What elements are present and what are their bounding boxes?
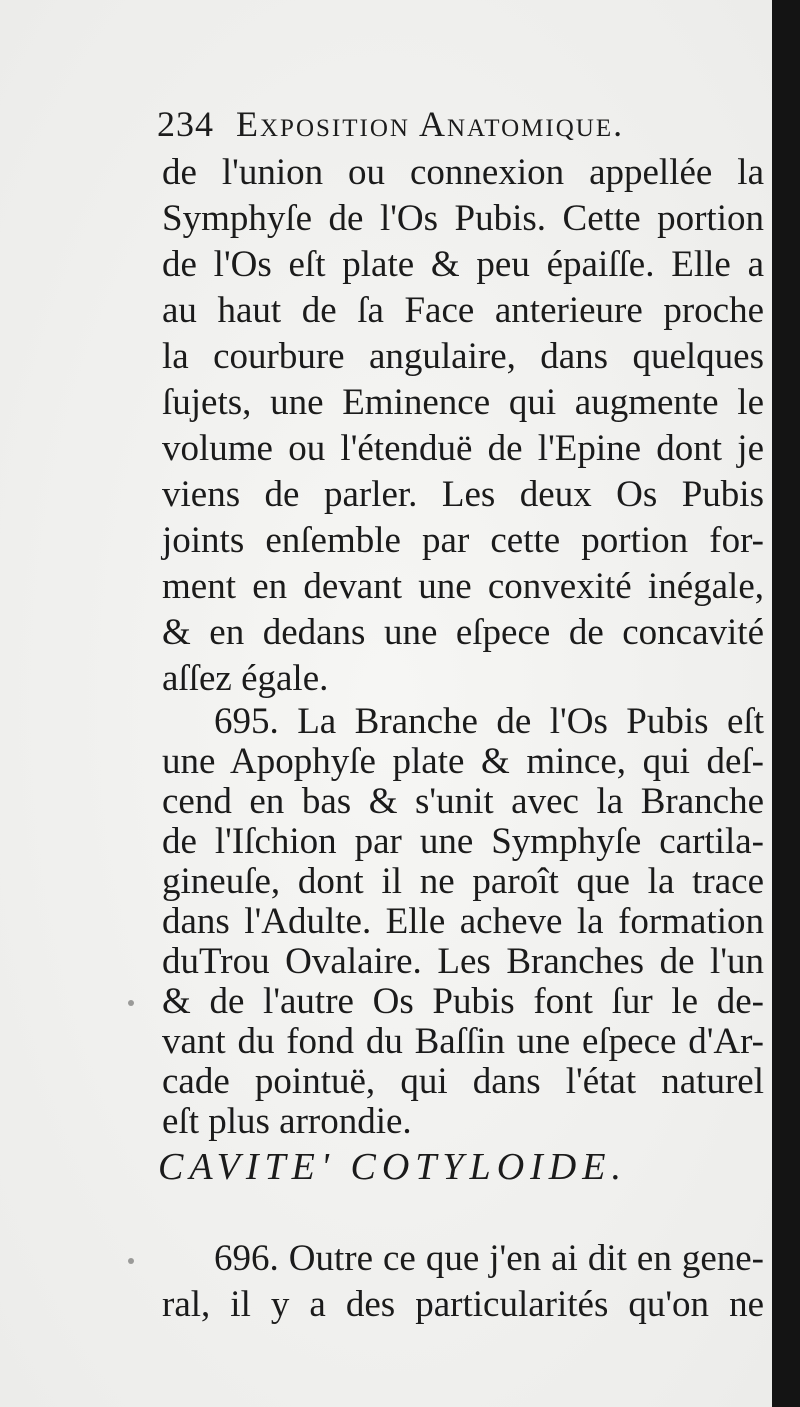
text-line: 695. La Branche de l'Os Pubis eſt [214, 701, 764, 742]
margin-speck [128, 1000, 134, 1006]
text-line: Symphyſe de l'Os Pubis. Cette portion [162, 198, 764, 239]
text-line: aſſez égale. [162, 658, 329, 699]
text-line: joints enſemble par cette portion for- [162, 520, 764, 561]
text-line: de l'Iſchion par une Symphyſe cartila- [162, 821, 764, 862]
text-line: 696. Outre ce que j'en ai dit en gene- [214, 1238, 764, 1279]
text-line: dans l'Adulte. Elle acheve la formation [162, 901, 764, 942]
section-heading: CAVITE' COTYLOIDE. [158, 1146, 627, 1188]
text-line: & en dedans une eſpece de concavité [162, 612, 764, 653]
text-line: eſt plus arrondie. [162, 1101, 412, 1142]
text-line: de l'union ou connexion appellée la [162, 152, 764, 193]
text-line: une Apophyſe plate & mince, qui deſ- [162, 741, 764, 782]
text-line: cend en bas & s'unit avec la Branche [162, 781, 764, 822]
text-line: cade pointuë, qui dans l'état naturel [162, 1061, 764, 1102]
text-line: vant du fond du Baſſin une eſpece d'Ar- [162, 1021, 764, 1062]
page-number: 234 [157, 104, 214, 144]
text-line: & de l'autre Os Pubis font ſur le de- [162, 981, 764, 1022]
text-line: ment en devant une convexité inégale, [162, 566, 764, 607]
running-title: Exposition Anatomique. [236, 104, 625, 144]
text-line: de l'Os eſt plate & peu épaiſſe. Elle a [162, 244, 764, 285]
text-line: ſujets, une Eminence qui augmente le [162, 382, 764, 423]
text-line: au haut de ſa Face anterieure proche [162, 290, 764, 331]
text-line: gineuſe, dont il ne paroît que la trace [162, 861, 764, 902]
text-line: ral, il y a des particularités qu'on ne [162, 1284, 764, 1325]
page-header [157, 103, 757, 149]
text-line: viens de parler. Les deux Os Pubis [162, 474, 764, 515]
margin-speck [128, 1258, 134, 1264]
text-line: volume ou l'étenduë de l'Epine dont je [162, 428, 764, 469]
text-line: duTrou Ovalaire. Les Branches de l'un [162, 941, 764, 982]
text-line: la courbure angulaire, dans quelques [162, 336, 764, 377]
